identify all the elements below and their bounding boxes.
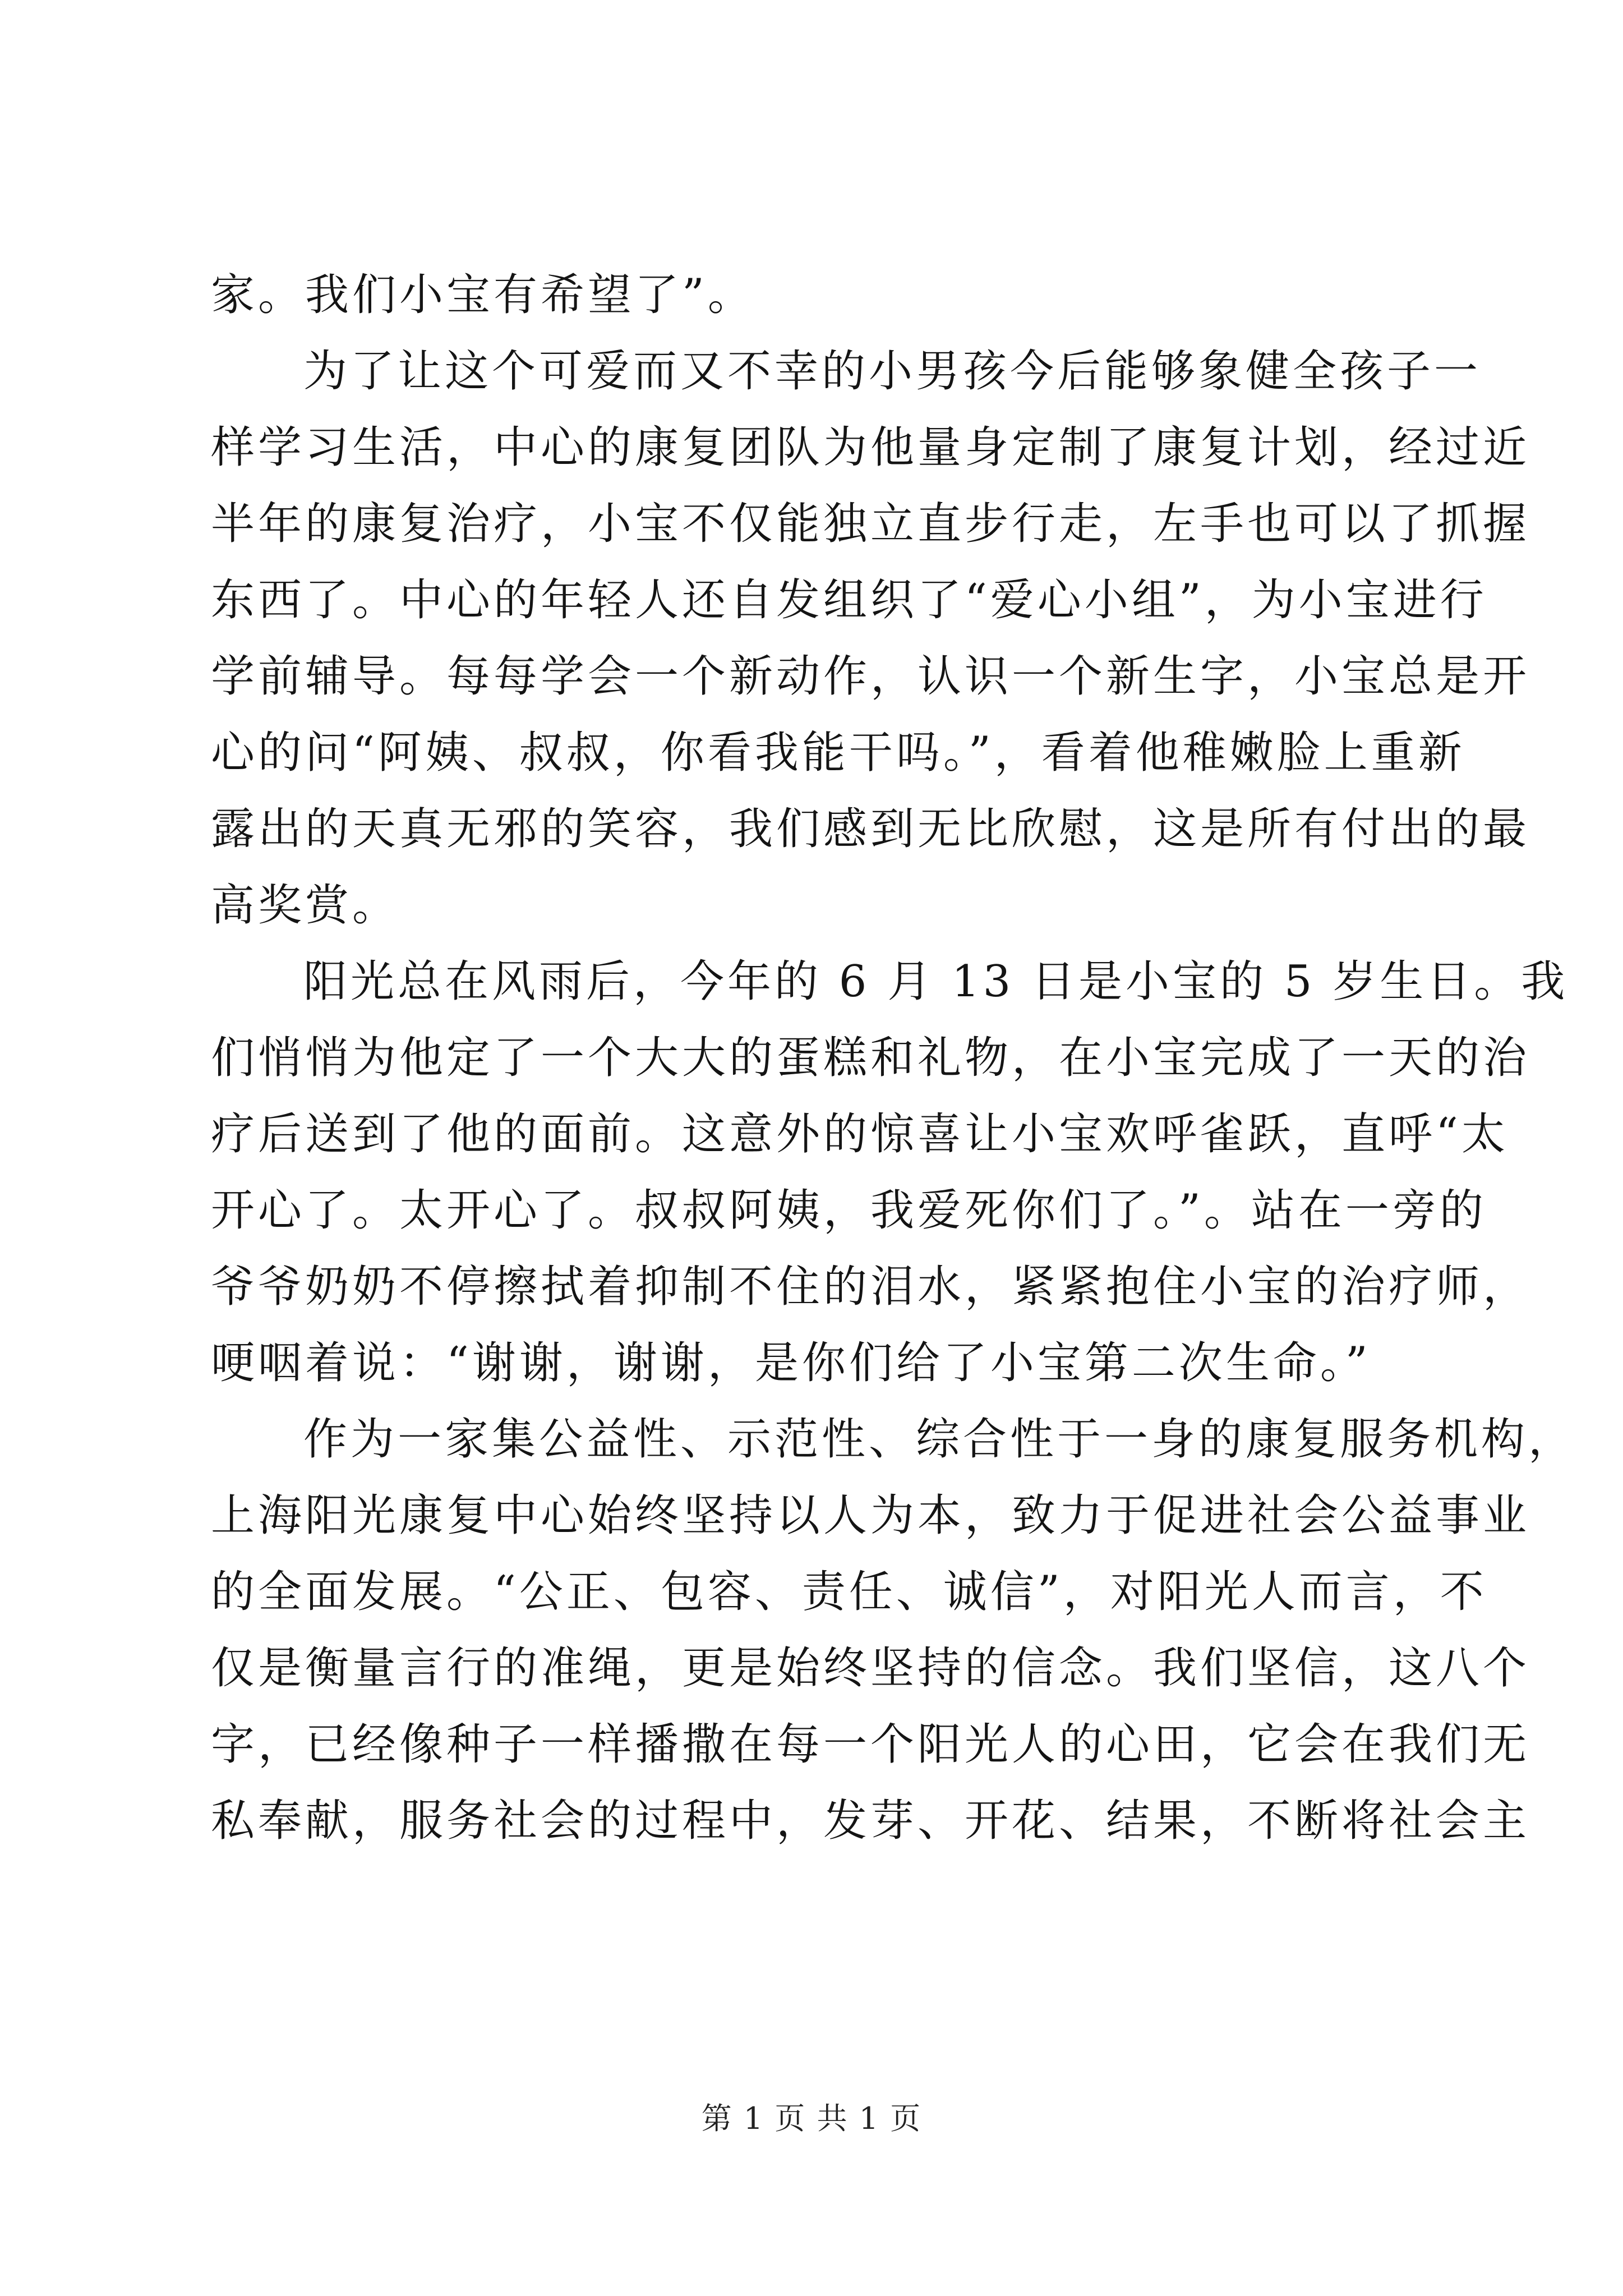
text-line: 哽咽着说：“谢谢，谢谢，是你们给了小宝第二次生命。” [211, 1338, 1371, 1388]
text-line: 上海阳光康复中心始终坚持以人为本，致力于促进社会公益事业 [211, 1490, 1530, 1541]
body-text [211, 257, 1576, 1859]
text-line: 心的问“阿姨、叔叔，你看我能干吗。”，看着他稚嫩脸上重新 [211, 728, 1465, 778]
text-line: 高奖赏。 [211, 880, 400, 931]
text-line: 学前辅导。每每学会一个新动作，认识一个新生字，小宝总是开 [211, 651, 1530, 702]
text-line: 字，已经像种子一样播撒在每一个阳光人的心田，它会在我们无 [211, 1719, 1530, 1770]
text-line: 仅是衡量言行的准绳，更是始终坚持的信念。我们坚信，这八个 [211, 1643, 1530, 1694]
text-line: 疗后送到了他的面前。这意外的惊喜让小宝欢呼雀跃，直呼“太 [211, 1109, 1509, 1159]
text-line: 为了让这个可爱而又不幸的小男孩今后能够象健全孩子一 [303, 346, 1482, 397]
text-line: 们悄悄为他定了一个大大的蛋糕和礼物，在小宝完成了一天的治 [211, 1033, 1530, 1083]
text-line: 私奉献，服务社会的过程中，发芽、开花、结果，不断将社会主 [211, 1796, 1530, 1846]
text-line: 家。我们小宝有希望了”。 [211, 270, 755, 320]
page-footer: 第 1 页 共 1 页 [701, 2101, 922, 2136]
text-line: 东西了。中心的年轻人还自发组织了“爱心小组”，为小宝进行 [211, 575, 1487, 625]
text-line: 半年的康复治疗，小宝不仅能独立直步行走，左手也可以了抓握 [211, 499, 1530, 549]
text-line: 的全面发展。“公正、包容、责任、诚信”，对阳光人而言，不 [211, 1567, 1487, 1617]
text-line: 爷爷奶奶不停擦拭着抑制不住的泪水，紧紧抱住小宝的治疗师， [211, 1262, 1530, 1312]
text-line: 样学习生活，中心的康复团队为他量身定制了康复计划，经过近 [211, 422, 1530, 473]
text-line: 开心了。太开心了。叔叔阿姨，我爱死你们了。”。站在一旁的 [211, 1185, 1487, 1236]
text-line: 阳光总在风雨后，今年的 6 月 13 日是小宝的 5 岁生日。我 [303, 956, 1569, 1007]
text-line: 作为一家集公益性、示范性、综合性于一身的康复服务机构， [303, 1414, 1576, 1465]
text-line: 露出的天真无邪的笑容，我们感到无比欣慰，这是所有付出的最 [211, 804, 1530, 854]
